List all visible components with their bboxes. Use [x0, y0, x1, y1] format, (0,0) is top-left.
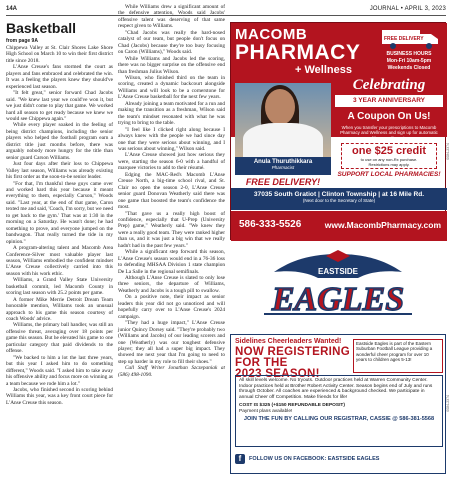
ad-code: 0084-2374 [446, 143, 450, 160]
cheer-details: All skill levels welcome. No tryouts. Outdoor practices held at Warren Community Center. Indoor practices held at Brother Robert Activity Center. Season begins end of July and runs through October. All coaches are experienced & background checked. We participate in annual Cheer off Competition. Make friends for life! [239, 378, 433, 401]
paragraph: "Chad Jacobs was really the hard-nosed catalyst of our team, but people don't focus on Chad (Jacobs) because they're too busy focusing on Caron (Williams)," Woods said. [118, 29, 225, 56]
address-note: (Next door to the Secretary of State) [302, 198, 376, 203]
pharmacist-name: Anula Thuruthikkara [253, 159, 313, 165]
join-call-to-action: JOIN THE FUN BY CALLING OUR REGISTRAR, CASSIE @ 586-381-5568 [243, 416, 435, 423]
support-local-slogan: SUPPORT LOCAL PHARMACIES! [337, 171, 441, 178]
coupon-value: one $25 credit [352, 145, 426, 157]
paragraph: "I feel like I clicked right along because I always knew with the people we had since day one that they were serious about winning, and I was serious about winning," Wilson said. [118, 126, 225, 152]
anniversary-banner: 3 YEAR ANNIVERSARY [335, 95, 443, 107]
paragraph: Jacobs, who finished second in scoring behind Williams this year, was a key front court piece for L'Anse Creuse this season. [6, 387, 113, 406]
business-hours [375, 51, 443, 72]
program-description: Eastside Eagles is part of the Eastern Suburban Football League providing a wonderful cheer program for over 10 years to children ages 5-13! [353, 339, 443, 373]
logo-school-name: EASTSIDE [317, 267, 359, 276]
paragraph: L'Anse Creuse's fans stormed the court as players and fans embraced and celebrated the win. It was a feeling the players knew they should've experienced last season. [6, 64, 113, 90]
publication-date: JOURNAL • APRIL 3, 2023 [369, 6, 446, 12]
paragraph: While every player soaked in the feeling of being district champions, including the senior players who helped the football program earn a district title just months before, there was arguably nobody more hungry for the title than senior guard Carson Williams. [6, 122, 113, 161]
delivery-truck-icon [381, 28, 441, 50]
paragraph: "That gave us a really high boost of confidence, especially that U-Prep (University Prep) game," Weatherly said. "We knew they were a really good team. They were ranked higher than us, and it was just a big win that we really hadn't had in the past few years." [118, 210, 225, 249]
coupon-heading: A Coupon On Us! [347, 111, 431, 122]
paragraph: While a significant step forward this season, L'Anse Creuse's season would end in a 76-36 loss to defending MHSAA Division 1 state champion De La Salle in the regional semifinals. [118, 249, 225, 275]
hours-title: BUSINESS HOURS [386, 51, 432, 57]
brand-pharmacy: PHARMACY [235, 41, 361, 64]
cheerleaders-advertisement [230, 334, 450, 474]
free-delivery-badge: FREE DELIVERY [384, 36, 424, 42]
paragraph: "For that, I'm thankful these guys came over and worked hard this year because it meant everything to them, especially Carson," Woods said. "Last year, at the end of that game, Caron texted me and said, 'Coach, I'm sorry, but we need to get back to the gym.' That was at 1:30 in the morning on a Saturday. He wasn't done; he had something to prove, and everyone jumped on the bandwagon. That really turned the tide in my opinion." [6, 180, 113, 245]
pharmacy-advertisement [230, 22, 450, 240]
cheer-details-box [235, 375, 443, 447]
free-delivery-banner: FREE DELIVERY! [245, 177, 321, 187]
headline-line-3: 2023 SEASON! [235, 368, 320, 380]
logo-team-name: EAGLES [271, 281, 405, 318]
pharmacist-photo [235, 83, 331, 157]
paragraph: Just four days after their loss to Chippewa Valley last season, Williams was already existing his first order as the soon-to-be senior leader. [6, 161, 113, 181]
headline-line-2: FOR THE [235, 357, 288, 369]
address-bar [231, 188, 447, 210]
coupon-fine-print: to use on any non-Rx purchase. [360, 157, 418, 162]
paragraph: Wilson, who finished third on the team in scoring, created a dynamic backcourt alongside Williams and will look to be a cornerstone for L'Anse Creuse basketball for the next few years. [118, 74, 225, 101]
coupon-text: When you transfer your prescriptions to Macomb Pharmacy and Wellness and sign up for automatic refills you will receive: [340, 125, 438, 141]
pharmacist-role: Pharmacist [271, 165, 295, 170]
brand-wellness: + Wellness [295, 64, 352, 76]
paragraph: "We backed to him a lot the last three years, but this year I asked him to do something different," Woods said. "I asked him to take away his offensive ability and focus more on winning as a team because we rode him a lot." [6, 354, 113, 387]
article-column-1 [6, 45, 113, 478]
paragraph: "They had a huge impact," L'Anse Creuse junior Quincy Dorsey said. "They're probably two (Williams and Jacobs) of our leading scorers and one (Weatherly) was our toughest defensive player; they all had a super big impact. They showed me next year that I'm going to need to step up harder in my role to fill their shoes." [118, 320, 225, 365]
brand-macomb: MACOMB [235, 26, 308, 43]
phone-number: 586-333-5526 [239, 219, 302, 230]
paragraph: "It felt great," senior forward Chad Jacobs said. "We knew last year we could've won it, but we just didn't come to play that game. We worked hard all season to get ready because we knew we would see Chippewa again." [6, 90, 113, 122]
ad-code: 0084-2374 [446, 395, 450, 412]
page-number: 14A [6, 6, 18, 12]
page-header [6, 4, 446, 16]
contact-bar [231, 211, 447, 241]
facebook-icon: f [235, 454, 245, 464]
paragraph: A program-altering talent and Macomb Area Conference-Silver most valuable player last season, Williams embodied the confident mindset L'Anse Creuse collectively carried into this season with his work ethic. [6, 245, 113, 277]
paragraph: While Williams drew a significant amount of the defensive attention, Woods said Jacobs' offensive talent was deserving of that same respect given to Williams. [118, 4, 225, 30]
hours-weekend: Weekends Closed [387, 65, 431, 71]
paragraph: L'Anse Creuse showed just how serious they were, starting the season 6-0 with a handful of marquee victories to add to their résumé. [118, 152, 225, 172]
coupon-restrictions: Restrictions may apply. [368, 162, 410, 167]
author-signature: Call Staff Writer Jonathan Szczepaniak at (586) 498-1090. [118, 365, 225, 378]
pharmacist-caption [235, 157, 331, 175]
headline-line-1: NOW REGISTERING [235, 346, 351, 358]
paragraph: On a positive note, their impact as senior leaders this year did not go unnoticed and will hopefully carry over to L'Anse Creuse's 2024 campaign. [118, 294, 225, 320]
celebrating-heading: Celebrating [352, 77, 426, 93]
paragraph: Although L'Anse Creuse is slated to only lose three seniors, the departure of Williams, Weatherly and Jacobs is a tough pill to swallow. [118, 275, 225, 294]
paragraph: Williams, a Grand Valley State University basketball commit, led Macomb County in scoring last season with 25.2 points per game. [6, 277, 113, 297]
article-column-2 [118, 4, 225, 478]
facebook-footer [235, 451, 443, 467]
paragraph: While Williams and Jacobs led the scoring, there was no bigger surprise on the offensive end than freshman Julius Wilson. [118, 55, 225, 75]
cheer-cost: COST IS $325 (+$150 REFUNDABLE DEPOSIT) [239, 402, 345, 408]
paragraph: Williams, the primary ball handler, was still an offensive threat, averaging over 18 points per game this season. But he elevated his game to one particular category that paid dividends to the offense. [6, 322, 113, 355]
facebook-text: FOLLOW US ON FACEBOOK: EASTSIDE EAGLES [249, 456, 380, 462]
article-headline: Basketball [6, 20, 77, 36]
hours-weekday: Mon-Fri 10am-5pm [386, 58, 432, 64]
paragraph: Edging the MAC-Red's Macomb L'Anse Creuse North, a big-time school rival, and St. Clair no open the season 2-0, L'Anse Creuse senior guard Donovan Weatherly said there was one game that boosted the team's confidence the most. [118, 171, 225, 211]
paragraph: A former Mike Merrie Detroit Dream Team honorable mention, Williams took an unusual approach to his game this season courtesy of coach Woods' advice. [6, 296, 113, 323]
payment-note: Payment plans available! [239, 408, 293, 414]
paragraph: Chippewa Valley at St. Clair Shores Lake Shore High School on March 10 to win their first district title since 2018. [6, 45, 113, 64]
paragraph: Already joining a team motivated for a run and making the transition as a freshman, Wilson said the team's mindset resonated with what he was trying to bring to the table. [118, 100, 225, 127]
jump-line: from page 9A [6, 38, 38, 44]
cheer-heading: Sidelines Cheerleaders Wanted! [235, 338, 342, 345]
website-url: www.MacombPharmacy.com [324, 220, 441, 230]
coupon-box [341, 143, 437, 169]
eastside-eagles-logo [234, 248, 442, 328]
store-address: 37035 South Gratiot | Clinton Township | at 16 Mile Rd. [253, 191, 425, 198]
